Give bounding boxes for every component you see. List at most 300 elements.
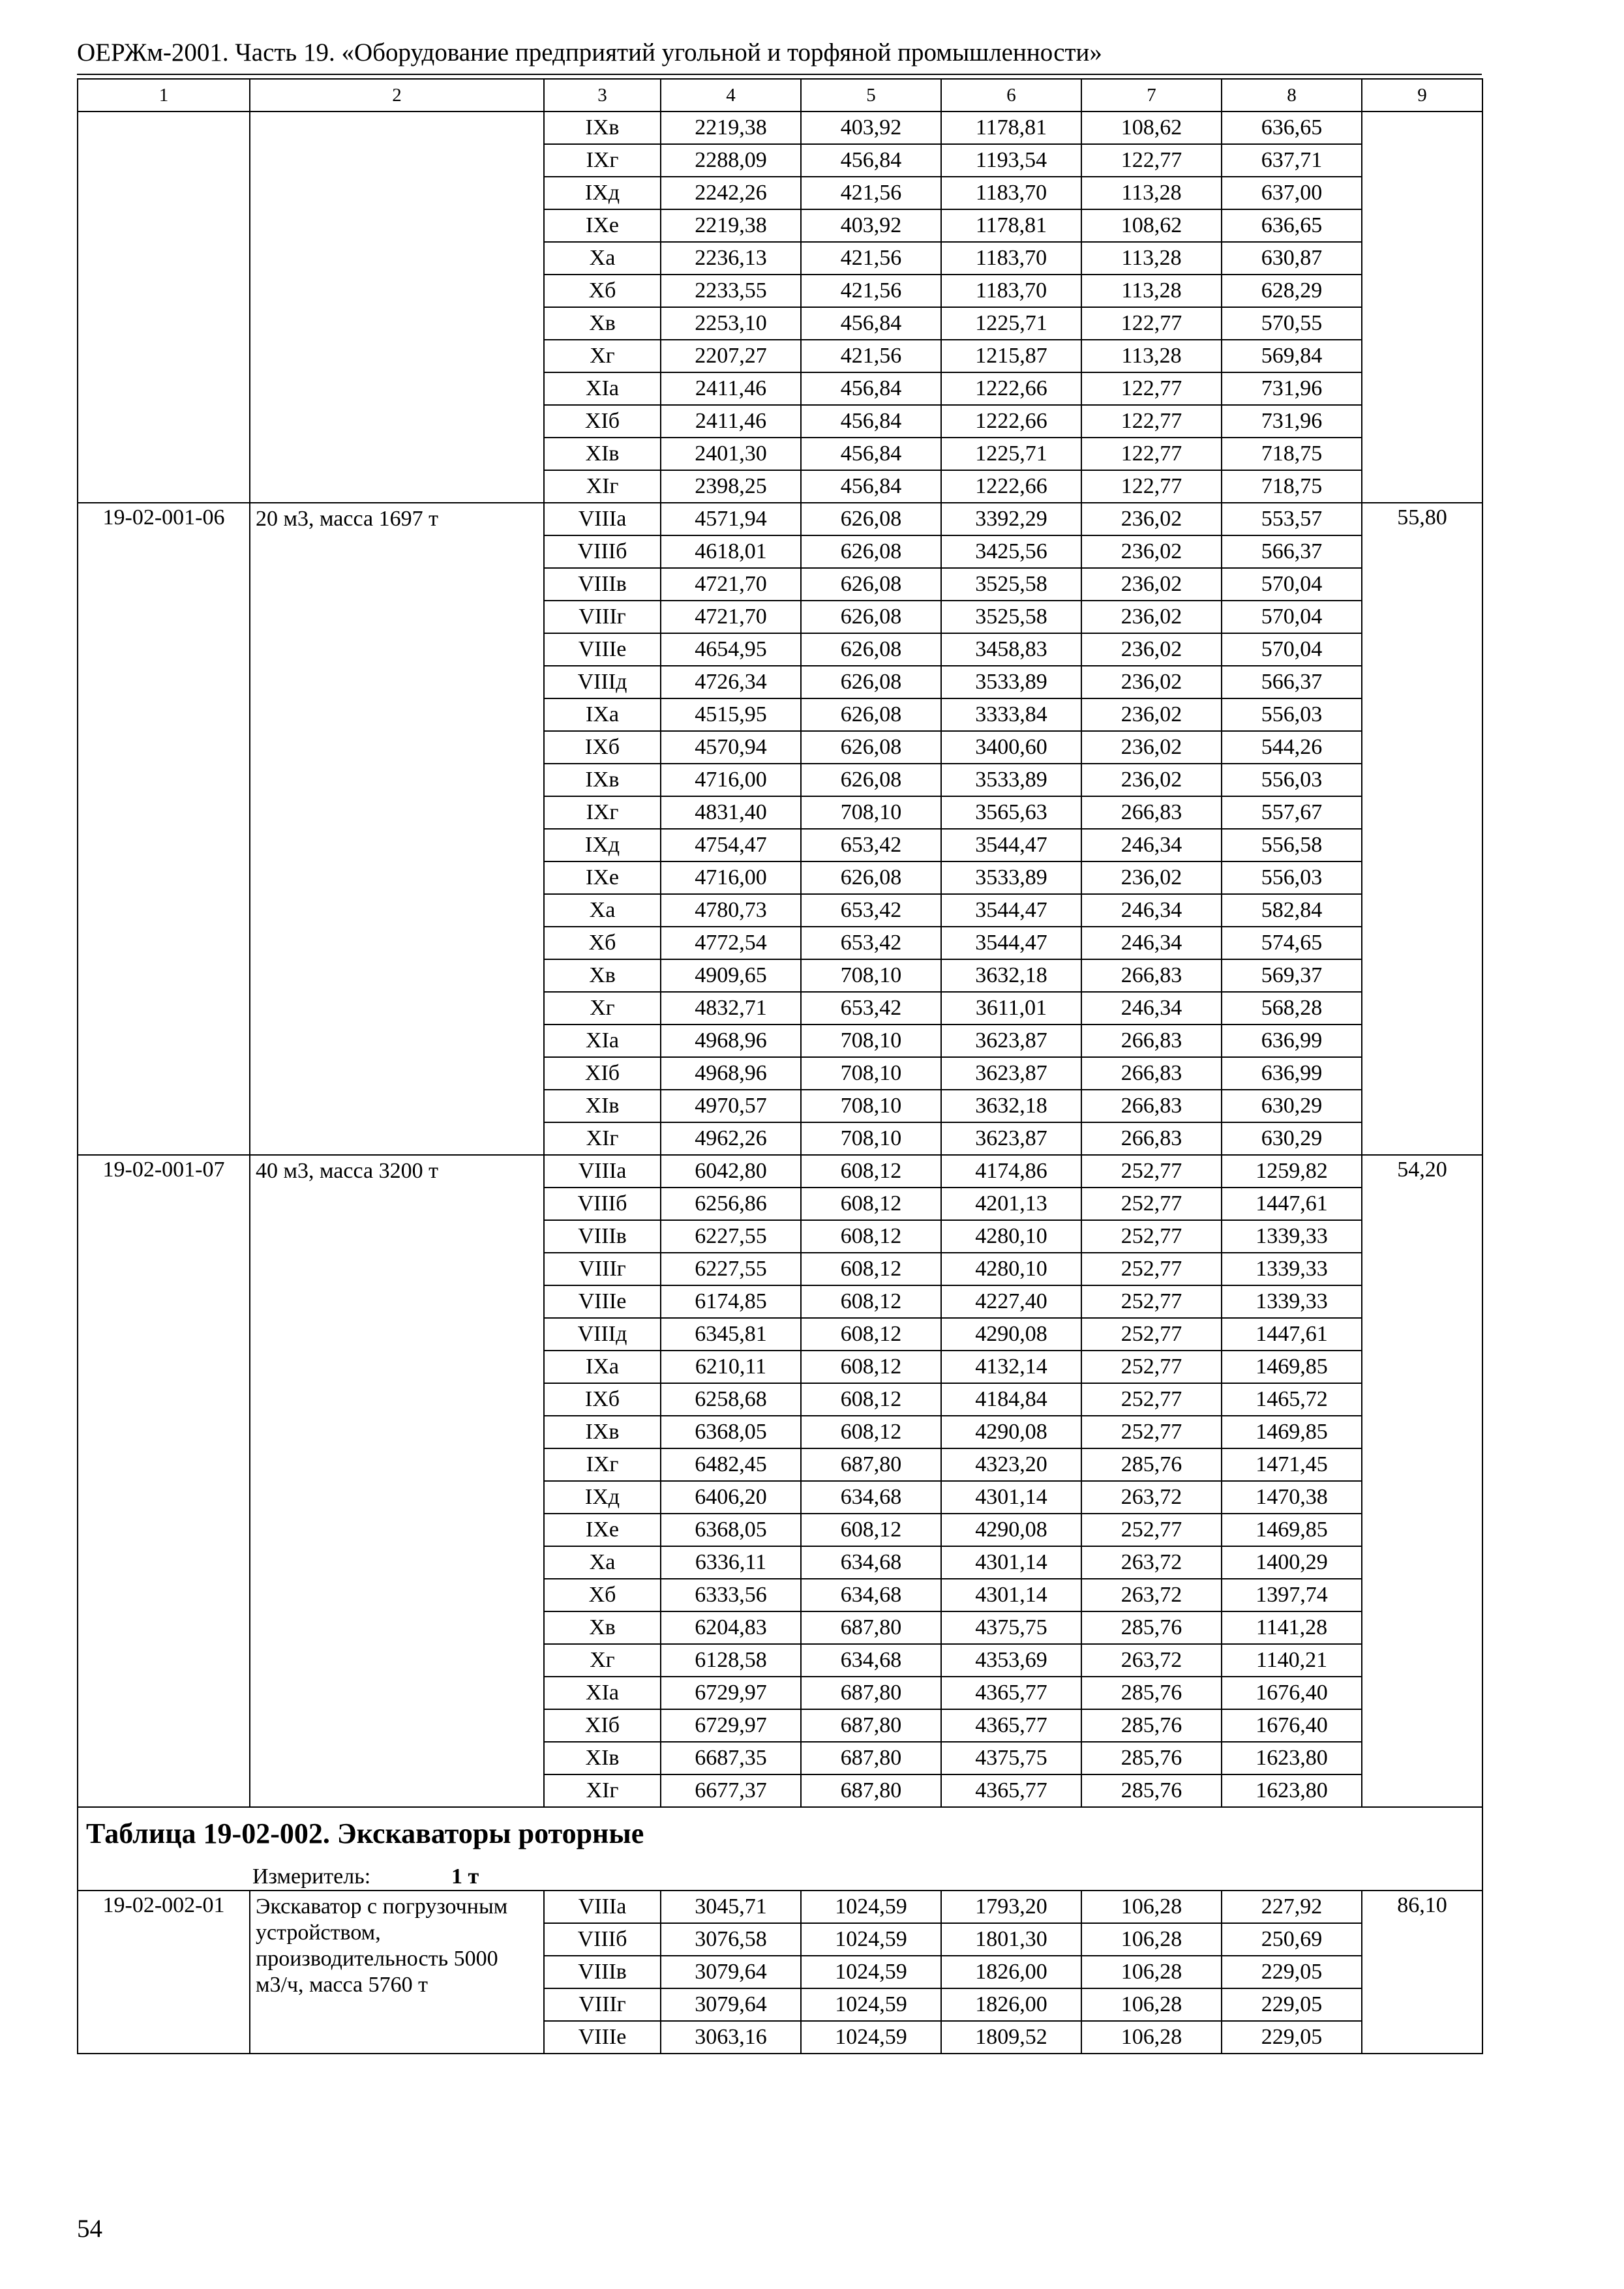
materials-cell: 556,58 [1222,829,1362,861]
zone-cell: VIIIе [544,1285,661,1318]
zone-cell: IXв [544,764,661,796]
header-rule [77,74,1482,75]
zone-cell: Xг [544,992,661,1025]
machinists-wages-cell: 252,77 [1081,1383,1222,1416]
total-cost-cell: 6368,05 [661,1416,801,1448]
materials-cell: 731,96 [1222,372,1362,405]
zone-cell: VIIIв [544,1220,661,1253]
wages-cell: 1024,59 [801,1923,941,1956]
total-cost-cell: 2219,38 [661,209,801,242]
wages-cell: 421,56 [801,177,941,209]
description-line: производительность 5000 [256,1947,498,1971]
total-cost-cell: 6336,11 [661,1546,801,1579]
wages-cell: 626,08 [801,731,941,764]
wages-cell: 608,12 [801,1188,941,1220]
machinists-wages-cell: 252,77 [1081,1416,1222,1448]
column-number: 5 [801,79,941,112]
total-cost-cell: 6227,55 [661,1253,801,1285]
description-cell [250,112,544,503]
wages-cell: 687,80 [801,1611,941,1644]
total-cost-cell: 2411,46 [661,405,801,438]
machines-cell: 4290,08 [941,1318,1081,1351]
zone-cell: VIIIа [544,503,661,535]
materials-cell: 1623,80 [1222,1742,1362,1774]
machinists-wages-cell: 263,72 [1081,1481,1222,1514]
zone-cell: VIIIв [544,1956,661,1988]
wages-cell: 608,12 [801,1514,941,1546]
materials-cell: 1339,33 [1222,1285,1362,1318]
total-cost-cell: 6729,97 [661,1709,801,1742]
machinists-wages-cell: 236,02 [1081,601,1222,633]
wages-cell: 626,08 [801,764,941,796]
total-cost-cell: 4570,94 [661,731,801,764]
machinists-wages-cell: 266,83 [1081,1090,1222,1122]
machinists-wages-cell: 252,77 [1081,1285,1222,1318]
zone-cell: Xв [544,959,661,992]
total-cost-cell: 4721,70 [661,601,801,633]
machines-cell: 4227,40 [941,1285,1081,1318]
total-cost-cell: 6333,56 [661,1579,801,1611]
wages-cell: 708,10 [801,1057,941,1090]
machines-cell: 3425,56 [941,535,1081,568]
description-cell: 20 м3, масса 1697 т [250,503,544,1155]
machinists-wages-cell: 236,02 [1081,731,1222,764]
wages-cell: 626,08 [801,503,941,535]
table-row [78,112,1482,144]
machines-cell: 3400,60 [941,731,1081,764]
materials-cell: 553,57 [1222,503,1362,535]
zone-cell: IXе [544,209,661,242]
machines-cell: 4375,75 [941,1742,1081,1774]
section-title-cell [78,1807,1482,1891]
column-number: 4 [661,79,801,112]
materials-cell: 1469,85 [1222,1351,1362,1383]
machinists-wages-cell: 263,72 [1081,1579,1222,1611]
machinists-wages-cell: 263,72 [1081,1546,1222,1579]
zone-cell: Xв [544,307,661,340]
zone-cell: XIг [544,1122,661,1155]
wages-cell: 608,12 [801,1220,941,1253]
total-cost-cell: 3063,16 [661,2021,801,2054]
machines-cell: 3533,89 [941,666,1081,698]
machinists-wages-cell: 122,77 [1081,470,1222,503]
machines-cell: 4301,14 [941,1481,1081,1514]
total-cost-cell: 4970,57 [661,1090,801,1122]
column-number: 6 [941,79,1081,112]
total-cost-cell: 6174,85 [661,1285,801,1318]
machines-cell: 4280,10 [941,1220,1081,1253]
wages-cell: 456,84 [801,307,941,340]
machines-cell: 4280,10 [941,1253,1081,1285]
total-cost-cell: 2236,13 [661,242,801,275]
wages-cell: 687,80 [801,1774,941,1807]
wages-cell: 687,80 [801,1677,941,1709]
total-cost-cell: 2398,25 [661,470,801,503]
materials-cell: 569,37 [1222,959,1362,992]
materials-cell: 1447,61 [1222,1188,1362,1220]
machines-cell: 1826,00 [941,1956,1081,1988]
total-cost-cell: 2411,46 [661,372,801,405]
zone-cell: Xа [544,1546,661,1579]
zone-cell: XIв [544,438,661,470]
price-table [77,78,1483,2054]
zone-cell: XIб [544,1709,661,1742]
total-cost-cell: 2288,09 [661,144,801,177]
materials-cell: 556,03 [1222,861,1362,894]
total-cost-cell: 2207,27 [661,340,801,372]
machinists-wages-cell: 266,83 [1081,796,1222,829]
materials-cell: 566,37 [1222,535,1362,568]
total-cost-cell: 2253,10 [661,307,801,340]
materials-cell: 557,67 [1222,796,1362,829]
total-cost-cell: 6729,97 [661,1677,801,1709]
wages-cell: 608,12 [801,1285,941,1318]
machinists-wages-cell: 113,28 [1081,275,1222,307]
zone-cell: VIIIб [544,1923,661,1956]
machinists-wages-cell: 236,02 [1081,666,1222,698]
machines-cell: 4184,84 [941,1383,1081,1416]
machinists-wages-cell: 266,83 [1081,959,1222,992]
materials-cell: 1471,45 [1222,1448,1362,1481]
meter-value: 1 т [451,1864,479,1889]
materials-cell: 731,96 [1222,405,1362,438]
machinists-wages-cell: 113,28 [1081,340,1222,372]
wages-cell: 687,80 [801,1709,941,1742]
total-cost-cell: 6128,58 [661,1644,801,1677]
zone-cell: Xб [544,927,661,959]
machines-cell: 1183,70 [941,275,1081,307]
machinists-wages-cell: 285,76 [1081,1742,1222,1774]
machinists-wages-cell: 252,77 [1081,1155,1222,1188]
wages-cell: 708,10 [801,1090,941,1122]
zone-cell: XIа [544,372,661,405]
wages-cell: 456,84 [801,405,941,438]
wages-cell: 1024,59 [801,1891,941,1923]
zone-cell: XIв [544,1742,661,1774]
zone-cell: VIIIд [544,666,661,698]
zone-cell: Xв [544,1611,661,1644]
section-title-row [78,1807,1482,1891]
total-cost-cell: 3079,64 [661,1988,801,2021]
column-number-row [78,79,1482,112]
machinists-wages-cell: 252,77 [1081,1253,1222,1285]
machines-cell: 3533,89 [941,764,1081,796]
table-row [78,503,1482,535]
materials-cell: 718,75 [1222,470,1362,503]
wages-cell: 608,12 [801,1155,941,1188]
materials-cell: 568,28 [1222,992,1362,1025]
machines-cell: 3544,47 [941,894,1081,927]
wages-cell: 653,42 [801,927,941,959]
wages-cell: 456,84 [801,470,941,503]
total-cost-cell: 4716,00 [661,861,801,894]
wages-cell: 626,08 [801,666,941,698]
materials-cell: 570,55 [1222,307,1362,340]
zone-cell: VIIIб [544,535,661,568]
machinists-wages-cell: 106,28 [1081,1956,1222,1988]
zone-cell: VIIIа [544,1891,661,1923]
zone-cell: VIIIа [544,1155,661,1188]
wages-cell: 626,08 [801,861,941,894]
machines-cell: 4365,77 [941,1709,1081,1742]
table-title: Таблица 19-02-002. Экскаваторы роторные [86,1818,644,1849]
machinists-wages-cell: 246,34 [1081,992,1222,1025]
materials-cell: 1339,33 [1222,1220,1362,1253]
zone-cell: IXе [544,861,661,894]
page-number: 54 [77,2215,102,2243]
materials-cell: 630,29 [1222,1122,1362,1155]
total-cost-cell: 3045,71 [661,1891,801,1923]
zone-cell: IXг [544,796,661,829]
wages-cell: 708,10 [801,1122,941,1155]
machinists-wages-cell: 113,28 [1081,242,1222,275]
wages-cell: 687,80 [801,1742,941,1774]
machines-cell: 4323,20 [941,1448,1081,1481]
machinists-wages-cell: 236,02 [1081,698,1222,731]
total-cost-cell: 3079,64 [661,1956,801,1988]
machines-cell: 4132,14 [941,1351,1081,1383]
wages-cell: 626,08 [801,633,941,666]
zone-cell: IXв [544,112,661,144]
machines-cell: 1793,20 [941,1891,1081,1923]
machinists-wages-cell: 122,77 [1081,372,1222,405]
machines-cell: 1801,30 [941,1923,1081,1956]
total-cost-cell: 6204,83 [661,1611,801,1644]
machinists-wages-cell: 285,76 [1081,1611,1222,1644]
zone-cell: XIа [544,1025,661,1057]
zone-cell: VIIIг [544,1253,661,1285]
machinists-wages-cell: 252,77 [1081,1514,1222,1546]
machines-cell: 3333,84 [941,698,1081,731]
total-cost-cell: 6256,86 [661,1188,801,1220]
machinists-wages-cell: 285,76 [1081,1774,1222,1807]
machines-cell: 1225,71 [941,307,1081,340]
zone-cell: Xб [544,275,661,307]
machines-cell: 3632,18 [941,959,1081,992]
machines-cell: 3458,83 [941,633,1081,666]
materials-cell: 1470,38 [1222,1481,1362,1514]
machinists-wages-cell: 266,83 [1081,1025,1222,1057]
zone-cell: IXв [544,1416,661,1448]
machinists-wages-cell: 252,77 [1081,1220,1222,1253]
materials-cell: 570,04 [1222,601,1362,633]
wages-cell: 1024,59 [801,1956,941,1988]
zone-cell: XIб [544,405,661,438]
machines-cell: 1222,66 [941,372,1081,405]
machinists-wages-cell: 106,28 [1081,2021,1222,2054]
total-cost-cell: 4780,73 [661,894,801,927]
page-header: ОЕРЖм-2001. Часть 19. «Оборудование предприятий угольной и торфяной промышленности» [77,38,1102,67]
wages-cell: 1024,59 [801,1988,941,2021]
materials-cell: 628,29 [1222,275,1362,307]
machines-cell: 3623,87 [941,1122,1081,1155]
materials-cell: 637,71 [1222,144,1362,177]
rate-code-cell: 19-02-001-06 [78,503,250,1155]
machinists-wages-cell: 108,62 [1081,112,1222,144]
wages-cell: 708,10 [801,796,941,829]
zone-cell: XIа [544,1677,661,1709]
total-cost-cell: 4772,54 [661,927,801,959]
machines-cell: 4365,77 [941,1677,1081,1709]
machines-cell: 3565,63 [941,796,1081,829]
zone-cell: IXг [544,144,661,177]
wages-cell: 653,42 [801,894,941,927]
machinists-wages-cell: 122,77 [1081,144,1222,177]
zone-cell: Xг [544,340,661,372]
total-cost-cell: 4832,71 [661,992,801,1025]
machines-cell: 3525,58 [941,568,1081,601]
column-number: 8 [1222,79,1362,112]
materials-cell: 1397,74 [1222,1579,1362,1611]
zone-cell: VIIIе [544,2021,661,2054]
materials-cell: 574,65 [1222,927,1362,959]
wages-cell: 634,68 [801,1481,941,1514]
materials-cell: 1140,21 [1222,1644,1362,1677]
machines-cell: 1222,66 [941,405,1081,438]
total-cost-cell: 4968,96 [661,1057,801,1090]
index-cell: 55,80 [1362,503,1482,1155]
materials-cell: 570,04 [1222,633,1362,666]
machinists-wages-cell: 266,83 [1081,1057,1222,1090]
zone-cell: VIIIг [544,1988,661,2021]
machinists-wages-cell: 106,28 [1081,1988,1222,2021]
materials-cell: 570,04 [1222,568,1362,601]
zone-cell: IXа [544,1351,661,1383]
total-cost-cell: 4618,01 [661,535,801,568]
machines-cell: 3623,87 [941,1025,1081,1057]
wages-cell: 634,68 [801,1546,941,1579]
total-cost-cell: 2233,55 [661,275,801,307]
machines-cell: 1183,70 [941,242,1081,275]
total-cost-cell: 2242,26 [661,177,801,209]
machinists-wages-cell: 236,02 [1081,535,1222,568]
zone-cell: IXг [544,1448,661,1481]
total-cost-cell: 6406,20 [661,1481,801,1514]
total-cost-cell: 4654,95 [661,633,801,666]
zone-cell: IXд [544,829,661,861]
machines-cell: 4301,14 [941,1579,1081,1611]
rate-code-cell: 19-02-001-07 [78,1155,250,1807]
machinists-wages-cell: 246,34 [1081,829,1222,861]
materials-cell: 630,87 [1222,242,1362,275]
description-line: устройством, [256,1921,381,1945]
wages-cell: 608,12 [801,1351,941,1383]
total-cost-cell: 4726,34 [661,666,801,698]
machines-cell: 1225,71 [941,438,1081,470]
wages-cell: 708,10 [801,959,941,992]
description-cell [250,1891,544,2054]
machinists-wages-cell: 236,02 [1081,503,1222,535]
zone-cell: IXе [544,1514,661,1546]
total-cost-cell: 6210,11 [661,1351,801,1383]
total-cost-cell: 4716,00 [661,764,801,796]
materials-cell: 636,65 [1222,112,1362,144]
machines-cell: 1215,87 [941,340,1081,372]
total-cost-cell: 6368,05 [661,1514,801,1546]
wages-cell: 626,08 [801,535,941,568]
materials-cell: 1676,40 [1222,1709,1362,1742]
machinists-wages-cell: 108,62 [1081,209,1222,242]
materials-cell: 229,05 [1222,1956,1362,1988]
total-cost-cell: 6258,68 [661,1383,801,1416]
materials-cell: 569,84 [1222,340,1362,372]
materials-cell: 229,05 [1222,1988,1362,2021]
zone-cell: IXа [544,698,661,731]
machinists-wages-cell: 106,28 [1081,1891,1222,1923]
machinists-wages-cell: 285,76 [1081,1709,1222,1742]
machines-cell: 4174,86 [941,1155,1081,1188]
machinists-wages-cell: 246,34 [1081,927,1222,959]
materials-cell: 1259,82 [1222,1155,1362,1188]
total-cost-cell: 2401,30 [661,438,801,470]
total-cost-cell: 2219,38 [661,112,801,144]
materials-cell: 1141,28 [1222,1611,1362,1644]
wages-cell: 421,56 [801,340,941,372]
machinists-wages-cell: 122,77 [1081,307,1222,340]
rate-code-cell [78,112,250,503]
description-line: Экскаватор с погрузочным [256,1894,508,1919]
materials-cell: 544,26 [1222,731,1362,764]
zone-cell: IXб [544,1383,661,1416]
materials-cell: 1469,85 [1222,1416,1362,1448]
materials-cell: 637,00 [1222,177,1362,209]
machines-cell: 3544,47 [941,927,1081,959]
zone-cell: IXб [544,731,661,764]
machinists-wages-cell: 246,34 [1081,894,1222,927]
wages-cell: 456,84 [801,144,941,177]
index-cell: 86,10 [1362,1891,1482,2054]
machines-cell: 3392,29 [941,503,1081,535]
rate-code-cell: 19-02-002-01 [78,1891,250,2054]
materials-cell: 1339,33 [1222,1253,1362,1285]
wages-cell: 403,92 [801,209,941,242]
wages-cell: 634,68 [801,1644,941,1677]
materials-cell: 1447,61 [1222,1318,1362,1351]
wages-cell: 608,12 [801,1318,941,1351]
zone-cell: Xг [544,1644,661,1677]
machines-cell: 3632,18 [941,1090,1081,1122]
machinists-wages-cell: 236,02 [1081,764,1222,796]
machines-cell: 3544,47 [941,829,1081,861]
machines-cell: 1826,00 [941,1988,1081,2021]
wages-cell: 403,92 [801,112,941,144]
machinists-wages-cell: 252,77 [1081,1188,1222,1220]
machines-cell: 4290,08 [941,1514,1081,1546]
wages-cell: 708,10 [801,1025,941,1057]
total-cost-cell: 3076,58 [661,1923,801,1956]
materials-cell: 1676,40 [1222,1677,1362,1709]
machines-cell: 3525,58 [941,601,1081,633]
total-cost-cell: 4909,65 [661,959,801,992]
materials-cell: 636,65 [1222,209,1362,242]
materials-cell: 227,92 [1222,1891,1362,1923]
materials-cell: 1623,80 [1222,1774,1362,1807]
zone-cell: IXд [544,177,661,209]
wages-cell: 653,42 [801,829,941,861]
column-number: 7 [1081,79,1222,112]
total-cost-cell: 6042,80 [661,1155,801,1188]
materials-cell: 718,75 [1222,438,1362,470]
total-cost-cell: 4571,94 [661,503,801,535]
total-cost-cell: 4754,47 [661,829,801,861]
column-number: 9 [1362,79,1482,112]
materials-cell: 229,05 [1222,2021,1362,2054]
column-number: 3 [544,79,661,112]
wages-cell: 421,56 [801,275,941,307]
machinists-wages-cell: 122,77 [1081,438,1222,470]
machines-cell: 1183,70 [941,177,1081,209]
total-cost-cell: 6677,37 [661,1774,801,1807]
